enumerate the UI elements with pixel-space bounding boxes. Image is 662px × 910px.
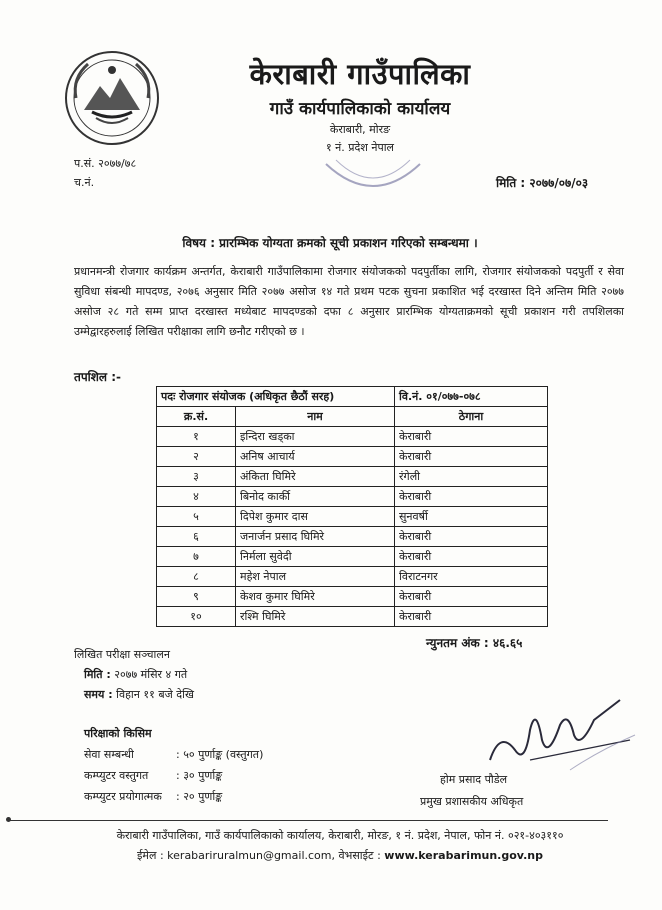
address-line2: १ नं. प्रदेश नेपाल [325, 141, 395, 154]
document-date: मिति : २०७७/०७/०३ [496, 176, 589, 190]
exam-type-value: : ३० पुर्णाङ्क [176, 769, 223, 782]
cell-name: रश्मि घिमिरे [236, 607, 395, 627]
exam-date [84, 667, 187, 682]
cell-address: केराबारी [395, 587, 548, 607]
table-row [157, 607, 548, 627]
table-row [157, 507, 548, 527]
org-name: केराबारी गाउँपालिका [249, 57, 471, 91]
reference-number: प.सं. २०७७/७८ [74, 157, 137, 170]
dispatch-number: च.नं. [74, 176, 95, 189]
body-paragraph: प्रधानमन्त्री रोजगार कार्यक्रम अन्तर्गत, केराबारी गाउँपालिकामा रोजगार संयोजकको पदपुर्तीका लागि, रोजगार संयोजकको पदपुर्ती र सेवा सुविधा संबन्धी मापदण्ड, २०७६ अनुसार मिति २०७७ असोज १४ गते प्रथम पटक सुचना प्रकाशित भई दरखास्त दिने अन्तिम मिति २०७७ असोज २८ गते सम्म प्राप्त दरखास्त मध्येबाट मापदण्डको दफा ८ अनुसार प्रारम्भिक योग्यताक्रमको सूची प्रकाशन गरी तपशिलका उम्मेद्वारहरुलाई लिखित परीक्षाका लागि छनौट गरीएको छ । [74, 265, 624, 338]
table-header-row [157, 407, 548, 427]
cell-serial: १० [157, 607, 236, 627]
minimum-score: न्युनतम अंक : ४६.६५ [426, 636, 523, 650]
exam-type-value: : ५० पुर्णाङ्क (वस्तुगत) [176, 748, 264, 761]
website-label: , वेभसाईट : [331, 849, 381, 862]
cell-address: केराबारी [395, 487, 548, 507]
cell-serial: ७ [157, 547, 236, 567]
cell-name: अंकिता घिमिरे [236, 467, 395, 487]
exam-date-label: मिति : [84, 668, 111, 681]
signer-name: होम प्रसाद पौडेल [440, 773, 508, 786]
table-row [157, 587, 548, 607]
email-link[interactable]: kerabariruralmun@gmail.com [167, 849, 332, 862]
col-name: नाम [236, 407, 395, 427]
cell-serial: ५ [157, 507, 236, 527]
exam-type-label: कम्प्युटर वस्तुगत [84, 769, 149, 782]
exam-type-row [84, 789, 324, 804]
cell-serial: १ [157, 427, 236, 447]
cell-name: दिपेश कुमार दास [236, 507, 395, 527]
cell-address: सुनवर्षी [395, 507, 548, 527]
office-stamp [318, 146, 428, 206]
exam-type-title: परिक्षाको किसिम [84, 727, 152, 740]
handwritten-signature [470, 690, 640, 780]
cell-address: रंगेली [395, 467, 548, 487]
table-row [157, 527, 548, 547]
email-label: ईमेल : [137, 849, 164, 862]
table-row [157, 487, 548, 507]
table-title-row [157, 387, 548, 407]
table-row [157, 467, 548, 487]
footer-contact [60, 848, 620, 863]
col-serial: क्र.सं. [157, 407, 236, 427]
exam-type-label: कम्प्युटर प्रयोगात्मक [84, 790, 162, 803]
exam-type-row [84, 747, 324, 762]
signer-title: प्रमुख प्रशासकीय अधिकृत [420, 795, 524, 808]
nepal-emblem-logo [62, 48, 162, 148]
footer-address: केराबारी गाउँपालिका, गाउँ कार्यपालिकाको कार्यालय, केराबारी, मोरङ, १ नं. प्रदेश, नेपाल, फोन नं. ०२१-४०३११० [116, 829, 564, 842]
office-name: गाउँ कार्यपालिकाको कार्यालय [269, 99, 451, 119]
exam-time-value: विहान ११ बजे देखि [112, 688, 194, 701]
exam-type-row [84, 768, 324, 783]
exam-type-label: सेवा सम्बन्धी [84, 748, 134, 761]
cell-serial: २ [157, 447, 236, 467]
exam-type-value: : २० पुर्णाङ्क [176, 790, 223, 803]
table-row [157, 427, 548, 447]
website-link[interactable]: www.kerabarimun.gov.np [384, 849, 543, 862]
footer-divider [8, 820, 608, 821]
table-row [157, 447, 548, 467]
exam-date-value: २०७७ मंसिर ४ गते [110, 668, 188, 681]
cell-name: अनिष आचार्य [236, 447, 395, 467]
exam-time [84, 687, 194, 702]
cell-address: केराबारी [395, 527, 548, 547]
cell-name: महेश नेपाल [236, 567, 395, 587]
table-row [157, 567, 548, 587]
subject-line: विषय : प्रारम्भिक योग्यता क्रमको सूची प्रकाशन गरिएको सम्बन्धमा । [182, 236, 478, 250]
cell-address: केराबारी [395, 427, 548, 447]
cell-name: निर्मला सुवेदी [236, 547, 395, 567]
cell-name: जनार्जन प्रसाद घिमिरे [236, 527, 395, 547]
table-row [157, 547, 548, 567]
exam-title: लिखित परीक्षा सञ्चालन [74, 648, 170, 661]
cell-serial: ३ [157, 467, 236, 487]
cell-name: बिनोद कार्की [236, 487, 395, 507]
exam-time-label: समय : [84, 688, 113, 701]
cell-address: विराटनगर [395, 567, 548, 587]
post-name: पदः रोजगार संयोजक (अधिकृत छैठौं सरह) [157, 387, 395, 407]
cell-address: केराबारी [395, 607, 548, 627]
col-address: ठेगाना [395, 407, 548, 427]
cell-serial: ९ [157, 587, 236, 607]
cell-name: इन्दिरा खड्का [236, 427, 395, 447]
details-heading: तपशिल :- [74, 370, 122, 384]
cell-name: केशव कुमार घिमिरे [236, 587, 395, 607]
address-line1: केराबारी, मोरङ [329, 123, 391, 136]
cell-address: केराबारी [395, 547, 548, 567]
cell-serial: ४ [157, 487, 236, 507]
cell-address: केराबारी [395, 447, 548, 467]
candidate-table [156, 386, 548, 627]
cell-serial: ६ [157, 527, 236, 547]
advertisement-number: वि.नं. ०१/०७७-०७८ [395, 387, 548, 407]
cell-serial: ८ [157, 567, 236, 587]
